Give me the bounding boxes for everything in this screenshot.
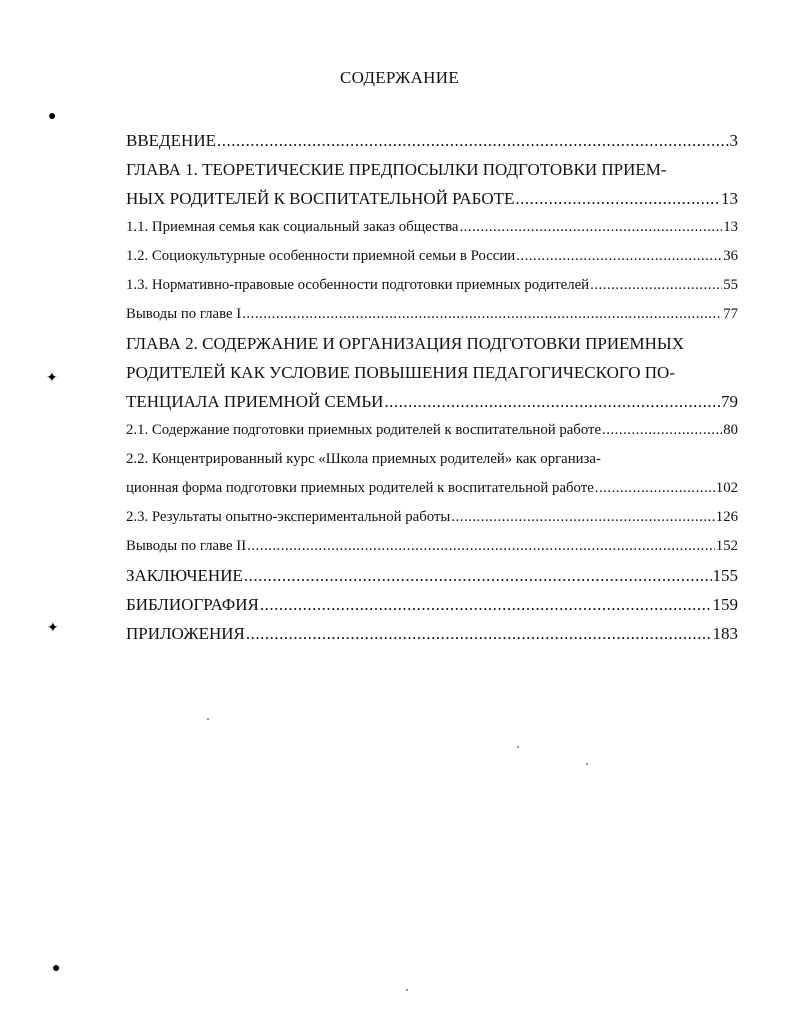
- leader-dots: [244, 561, 712, 590]
- leader-dots: [246, 619, 712, 648]
- leader-dots: [247, 532, 715, 561]
- toc-entry-chapter-1[interactable]: [126, 184, 738, 213]
- toc-entry-text: БИБЛИОГРАФИЯ: [126, 595, 259, 614]
- leader-dots: [516, 242, 722, 271]
- leader-dots: [242, 300, 722, 329]
- toc-page-number: 102: [715, 480, 738, 496]
- toc-entry-section-1-2[interactable]: [126, 242, 738, 271]
- leader-dots: [602, 416, 722, 445]
- leader-dots: [595, 474, 715, 503]
- toc-page-number: 3: [729, 131, 738, 150]
- toc-entry-text: Выводы по главе I: [126, 306, 242, 322]
- binding-hole-mark: ●: [52, 961, 61, 976]
- toc-entry-chapter-2-conclusions[interactable]: [126, 532, 738, 561]
- toc-entry-chapter-1-conclusions[interactable]: [126, 300, 738, 329]
- toc-entry-text: 2.3. Результаты опытно-экспериментальной работы: [126, 509, 451, 525]
- toc-page-number: 159: [712, 595, 738, 614]
- scan-speck: [517, 746, 519, 748]
- toc-entry-text: 1.3. Нормативно-правовые особенности подготовки приемных родителей: [126, 277, 590, 293]
- toc-page-number: 13: [721, 189, 738, 208]
- toc-entry-text: 1.1. Приемная семья как социальный заказ общества: [126, 219, 459, 235]
- leader-dots: [451, 503, 714, 532]
- toc-entry-appendices[interactable]: [126, 619, 738, 648]
- toc-entry-text: ционная форма подготовки приемных родителей к воспитательной работе: [126, 480, 594, 496]
- toc-entry-section-2-3[interactable]: [126, 503, 738, 532]
- toc-entry-conclusion[interactable]: [126, 561, 738, 590]
- toc-entry-text: ПРИЛОЖЕНИЯ: [126, 624, 245, 643]
- toc-entry-text: ЗАКЛЮЧЕНИЕ: [126, 566, 243, 585]
- toc-entry-text: 1.2. Социокультурные особенности приемной семьи в России: [126, 248, 516, 264]
- page-title: СОДЕРЖАНИЕ: [339, 68, 460, 87]
- table-of-contents: [126, 126, 738, 648]
- toc-entry-section-2-2-line-1[interactable]: 2.2. Концентрированный курс «Школа приемных родителей» как организа-: [126, 451, 601, 467]
- toc-page-number: 79: [721, 392, 738, 411]
- toc-page-number: 155: [712, 566, 738, 585]
- toc-page-number: 13: [723, 219, 738, 235]
- leader-dots: [459, 213, 722, 242]
- leader-dots: [384, 387, 720, 416]
- toc-page-number: 80: [723, 422, 738, 438]
- scan-speck: [406, 989, 408, 991]
- scan-speck: [207, 718, 209, 720]
- toc-entry-chapter-2-line-1[interactable]: ГЛАВА 2. СОДЕРЖАНИЕ И ОРГАНИЗАЦИЯ ПОДГОТОВКИ ПРИЕМНЫХ: [126, 334, 684, 353]
- binding-hole-mark: ●: [48, 109, 57, 124]
- toc-entry-chapter-2-line-2[interactable]: РОДИТЕЛЕЙ КАК УСЛОВИЕ ПОВЫШЕНИЯ ПЕДАГОГИЧЕСКОГО ПО-: [126, 363, 675, 382]
- toc-page-number: 183: [712, 624, 738, 643]
- toc-entry-chapter-2[interactable]: [126, 387, 738, 416]
- leader-dots: [217, 126, 729, 155]
- toc-entry-bibliography[interactable]: [126, 590, 738, 619]
- toc-entry-chapter-1-line-1[interactable]: ГЛАВА 1. ТЕОРЕТИЧЕСКИЕ ПРЕДПОСЫЛКИ ПОДГОТОВКИ ПРИЕМ-: [126, 160, 667, 179]
- binding-hole-mark: ✦: [47, 621, 59, 636]
- leader-dots: [590, 271, 722, 300]
- toc-entry-text: Выводы по главе II: [126, 538, 247, 554]
- toc-page-number: 152: [715, 538, 738, 554]
- scan-speck: [586, 763, 588, 765]
- toc-entry-section-2-2[interactable]: [126, 474, 738, 503]
- toc-entry-section-1-1[interactable]: [126, 213, 738, 242]
- toc-entry-text: ВВЕДЕНИЕ: [126, 131, 216, 150]
- toc-page-number: 77: [723, 306, 738, 322]
- toc-entry-text: 2.1. Содержание подготовки приемных родителей к воспитательной работе: [126, 422, 602, 438]
- toc-page-number: 126: [715, 509, 738, 525]
- toc-entry-section-2-1[interactable]: [126, 416, 738, 445]
- toc-entry-section-1-3[interactable]: [126, 271, 738, 300]
- toc-page-number: 36: [723, 248, 738, 264]
- toc-entry-text: ТЕНЦИАЛА ПРИЕМНОЙ СЕМЬИ: [126, 392, 384, 411]
- binding-hole-mark: ✦: [46, 371, 58, 386]
- toc-page-number: 55: [723, 277, 738, 293]
- leader-dots: [515, 184, 720, 213]
- toc-entry-text: НЫХ РОДИТЕЛЕЙ К ВОСПИТАТЕЛЬНОЙ РАБОТЕ: [126, 189, 515, 208]
- leader-dots: [260, 590, 712, 619]
- toc-entry-intro[interactable]: [126, 126, 738, 155]
